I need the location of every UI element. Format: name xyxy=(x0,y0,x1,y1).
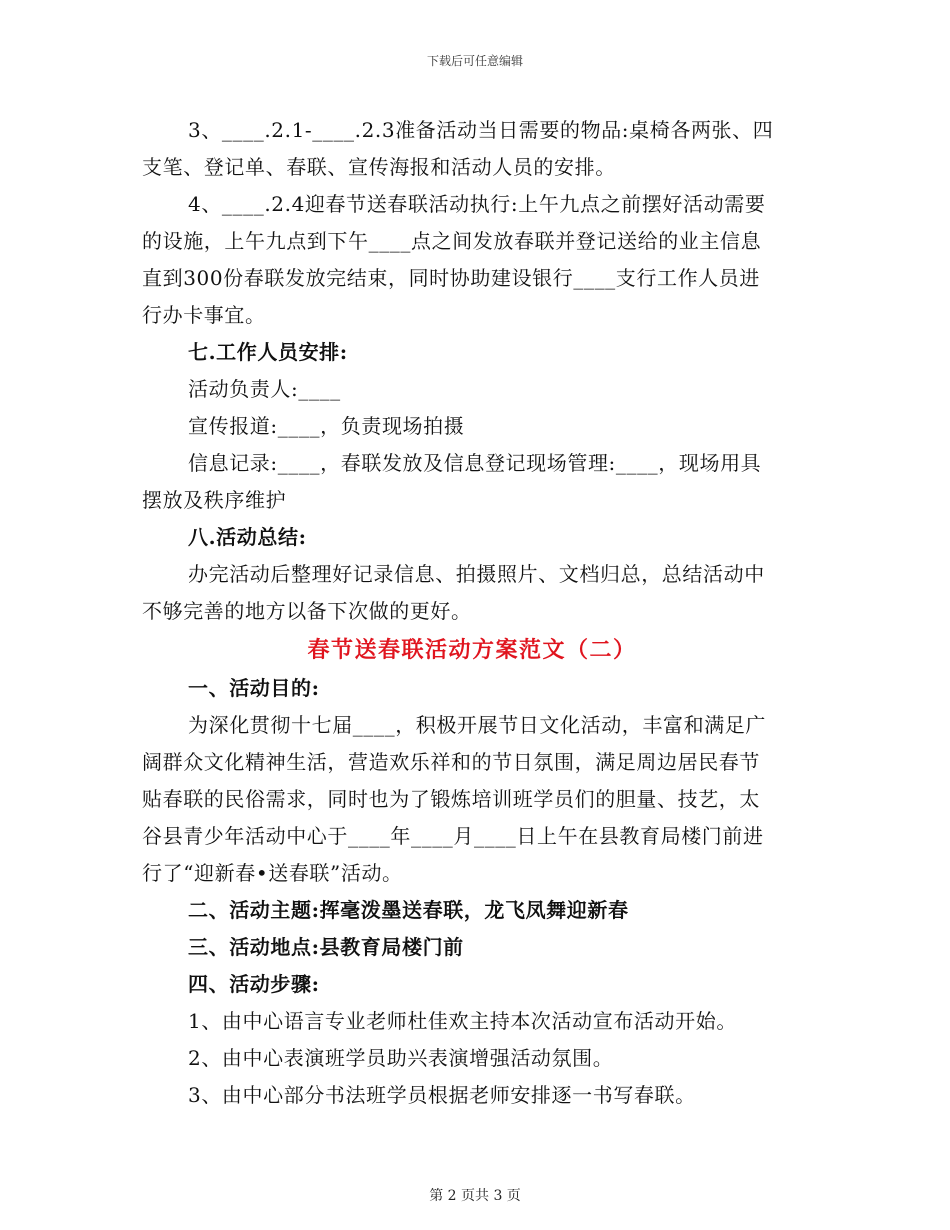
text-line: 2、由中心表演班学员助兴表演增强活动氛围。 xyxy=(188,1046,614,1070)
text-line: 不够完善的地方以备下次做的更好。 xyxy=(142,599,472,623)
text-line: 1、由中心语言专业老师杜佳欢主持本次活动宣布活动开始。 xyxy=(188,1009,737,1033)
document-title: 春节送春联活动方案范文（二） xyxy=(307,637,637,663)
text-line: 支笔、登记单、春联、宣传海报和活动人员的安排。 xyxy=(142,155,616,179)
text-line: 3、____.2.1-____.2.3准备活动当日需要的物品:桌椅各两张、四 xyxy=(188,118,774,142)
text-line: 直到300份春联发放完结束，同时协助建设银行____支行工作人员进 xyxy=(142,266,760,290)
text-line: 阔群众文化精神生活，营造欢乐祥和的节日氛围，满足周边居民春节 xyxy=(142,750,760,774)
text-line: 摆放及秩序维护 xyxy=(142,488,287,512)
text-line: 谷县青少年活动中心于____年____月____日上午在县教育局楼门前进 xyxy=(142,824,764,848)
text-line: 行了“迎新春•送春联”活动。 xyxy=(142,861,403,885)
text-line: 的设施，上午九点到下午____点之间发放春联并登记送给的业主信息 xyxy=(142,229,762,253)
section-heading: 七.工作人员安排: xyxy=(188,340,348,364)
section-heading: 八.活动总结: xyxy=(188,525,307,549)
text-line: 贴春联的民俗需求，同时也为了锻炼培训班学员们的胆量、技艺，太 xyxy=(142,787,760,811)
text-line: 信息记录:____，春联发放及信息登记现场管理:____，现场用具 xyxy=(188,451,762,475)
text-line: 活动负责人:____ xyxy=(188,377,341,401)
section-heading: 一、活动目的: xyxy=(188,676,320,700)
text-line: 行办卡事宜。 xyxy=(142,303,266,327)
page-footer: 第 2 页共 3 页 xyxy=(429,1188,521,1204)
section-heading: 三、活动地点:县教育局楼门前 xyxy=(188,935,464,959)
text-line: 4、____.2.4迎春节送春联活动执行:上午九点之前摆好活动需要 xyxy=(188,192,766,216)
text-line: 为深化贯彻十七届____，积极开展节日文化活动，丰富和满足广 xyxy=(188,713,766,737)
section-part1 xyxy=(142,112,802,630)
text-line: 3、由中心部分书法班学员根据老师安排逐一书写春联。 xyxy=(188,1083,696,1107)
section-heading: 四、活动步骤: xyxy=(188,972,320,996)
section-part2 xyxy=(142,670,802,1114)
page-header: 下载后可任意编辑 xyxy=(426,54,523,68)
document-body xyxy=(142,112,802,1114)
text-line: 宣传报道:____，负责现场拍摄 xyxy=(188,414,465,438)
text-line: 办完活动后整理好记录信息、拍摄照片、文档归总，总结活动中 xyxy=(188,562,765,586)
section-heading: 二、活动主题:挥毫泼墨送春联，龙飞凤舞迎新春 xyxy=(188,898,629,922)
